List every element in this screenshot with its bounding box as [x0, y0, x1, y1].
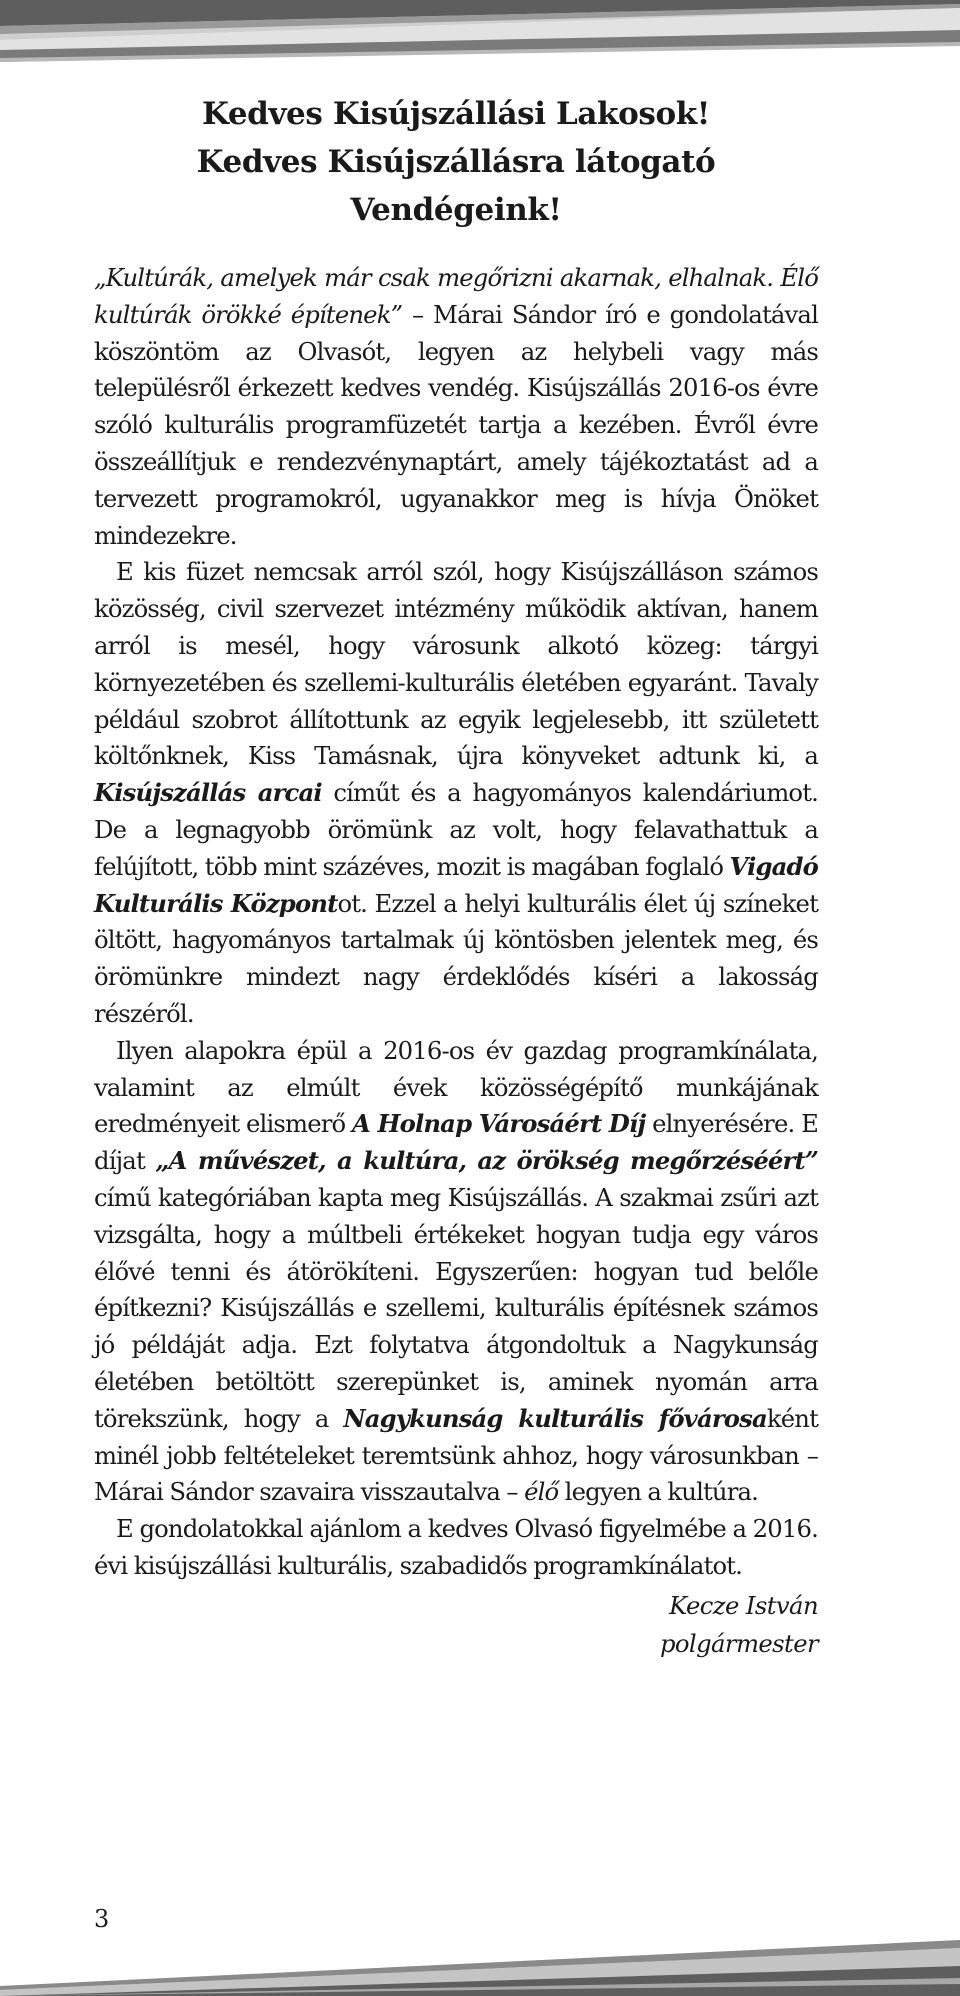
- paragraph-1: „Kultúrák, amelyek már csak megőrizni akarnak, elhalnak. Élő kultúrák örökké építenek” – Márai Sándor író e gondolatával köszöntöm az Olvasót, legyen az helybeli vagy más településről érkezett kedves vendég. Kisújszállás 2016-os évre szóló kulturális programfüzetét tartja a kezében. Évről évre összeállítjuk e rendezvénynaptárt, amely tájékoztatást ad a tervezett programokról, ugyanakkor meg is hívja Önöket mindezekre.: [94, 263, 818, 550]
- award-name: A Holnap Városáért Díj: [352, 1109, 646, 1139]
- signature-title: polgármester: [659, 1628, 818, 1658]
- paragraph-2: E kis füzet nemcsak arról szól, hogy Kisújszálláson számos közösség, civil szervezet intézmény működik aktívan, hanem arról is mesél, hogy városunk alkotó közeg: tárgyi környezetében és szellemi-kulturális életében egyaránt. Tavaly például szobrot állítottunk az egyik legjelesebb, itt született költőnknek, Kiss Tamásnak, újra könyveket adtunk ki, a Kisújszállás arcai címűt és a hagyományos kalendáriumot. De a legnagyobb örömünk az volt, hogy felavathattuk a felújított, több mint százéves, mozit is magában foglaló Vigadó Kulturális Központot. Ezzel a helyi kulturális élet új színeket öltött, hagyományos tartalmak új köntösben jelentek meg, és örömünkre mindezt nagy érdeklődés kíséri a lakosság részéről.: [94, 557, 818, 1028]
- venue-name: Vigadó Kulturális Központ: [94, 851, 818, 918]
- letter-body: [94, 260, 818, 1585]
- greeting-heading: [94, 90, 818, 234]
- letter-content: [94, 90, 818, 1663]
- page-number: 3: [94, 1905, 110, 1933]
- greeting-line-2: Kedves Kisújszállásra látogató Vendégeink!: [196, 144, 716, 228]
- signature-name: Kecze István: [669, 1590, 818, 1620]
- paragraph-4: E gondolatokkal ajánlom a kedves Olvasó figyelmébe a 2016. évi kisújszállási kulturális, szabadidős programkínálatot.: [94, 1514, 818, 1580]
- paragraph-3: Ilyen alapokra épül a 2016-os év gazdag programkínálata, valamint az elmúlt évek közösségépítő munkájának eredményeit elismerő A Holnap Városáért Díj elnyerésére. E díjat „A művészet, a kultúra, az örökség megőrzéséért” című kategóriában kapta meg Kisújszállás. A szakmai zsűri azt vizsgálta, hogy a múltbeli értékeket hogyan tudja egy város élővé tenni és átörökíteni. Egyszerűen: hogyan tud belőle építkezni? Kisújszállás e szellemi, kulturális építésnek számos jó példáját adja. Ezt folytatva átgondoltuk a Nagykunság életében betöltött szerepünket is, aminek nyomán arra törekszünk, hogy a Nagykunság kulturális fővárosaként minél jobb feltételeket teremtsünk ahhoz, hogy városunkban – Márai Sándor szavaira visszautalva – élő legyen a kultúra.: [94, 1035, 818, 1507]
- award-category: „A művészet, a kultúra, az örökség megőrzéséért”: [155, 1146, 818, 1176]
- greeting-line-1: Kedves Kisújszállási Lakosok!: [201, 96, 711, 132]
- signature-block: [94, 1587, 818, 1663]
- top-decorative-band: [0, 0, 960, 62]
- cultural-capital: Nagykunság kulturális fővárosa: [343, 1403, 767, 1433]
- bottom-decorative-band: [0, 1930, 960, 1996]
- marai-quote: „Kultúrák, amelyek már csak megőrizni akarnak, elhalnak. Élő kultúrák örökké építenek”: [94, 263, 818, 329]
- book-title: Kisújszállás arcai: [94, 778, 322, 808]
